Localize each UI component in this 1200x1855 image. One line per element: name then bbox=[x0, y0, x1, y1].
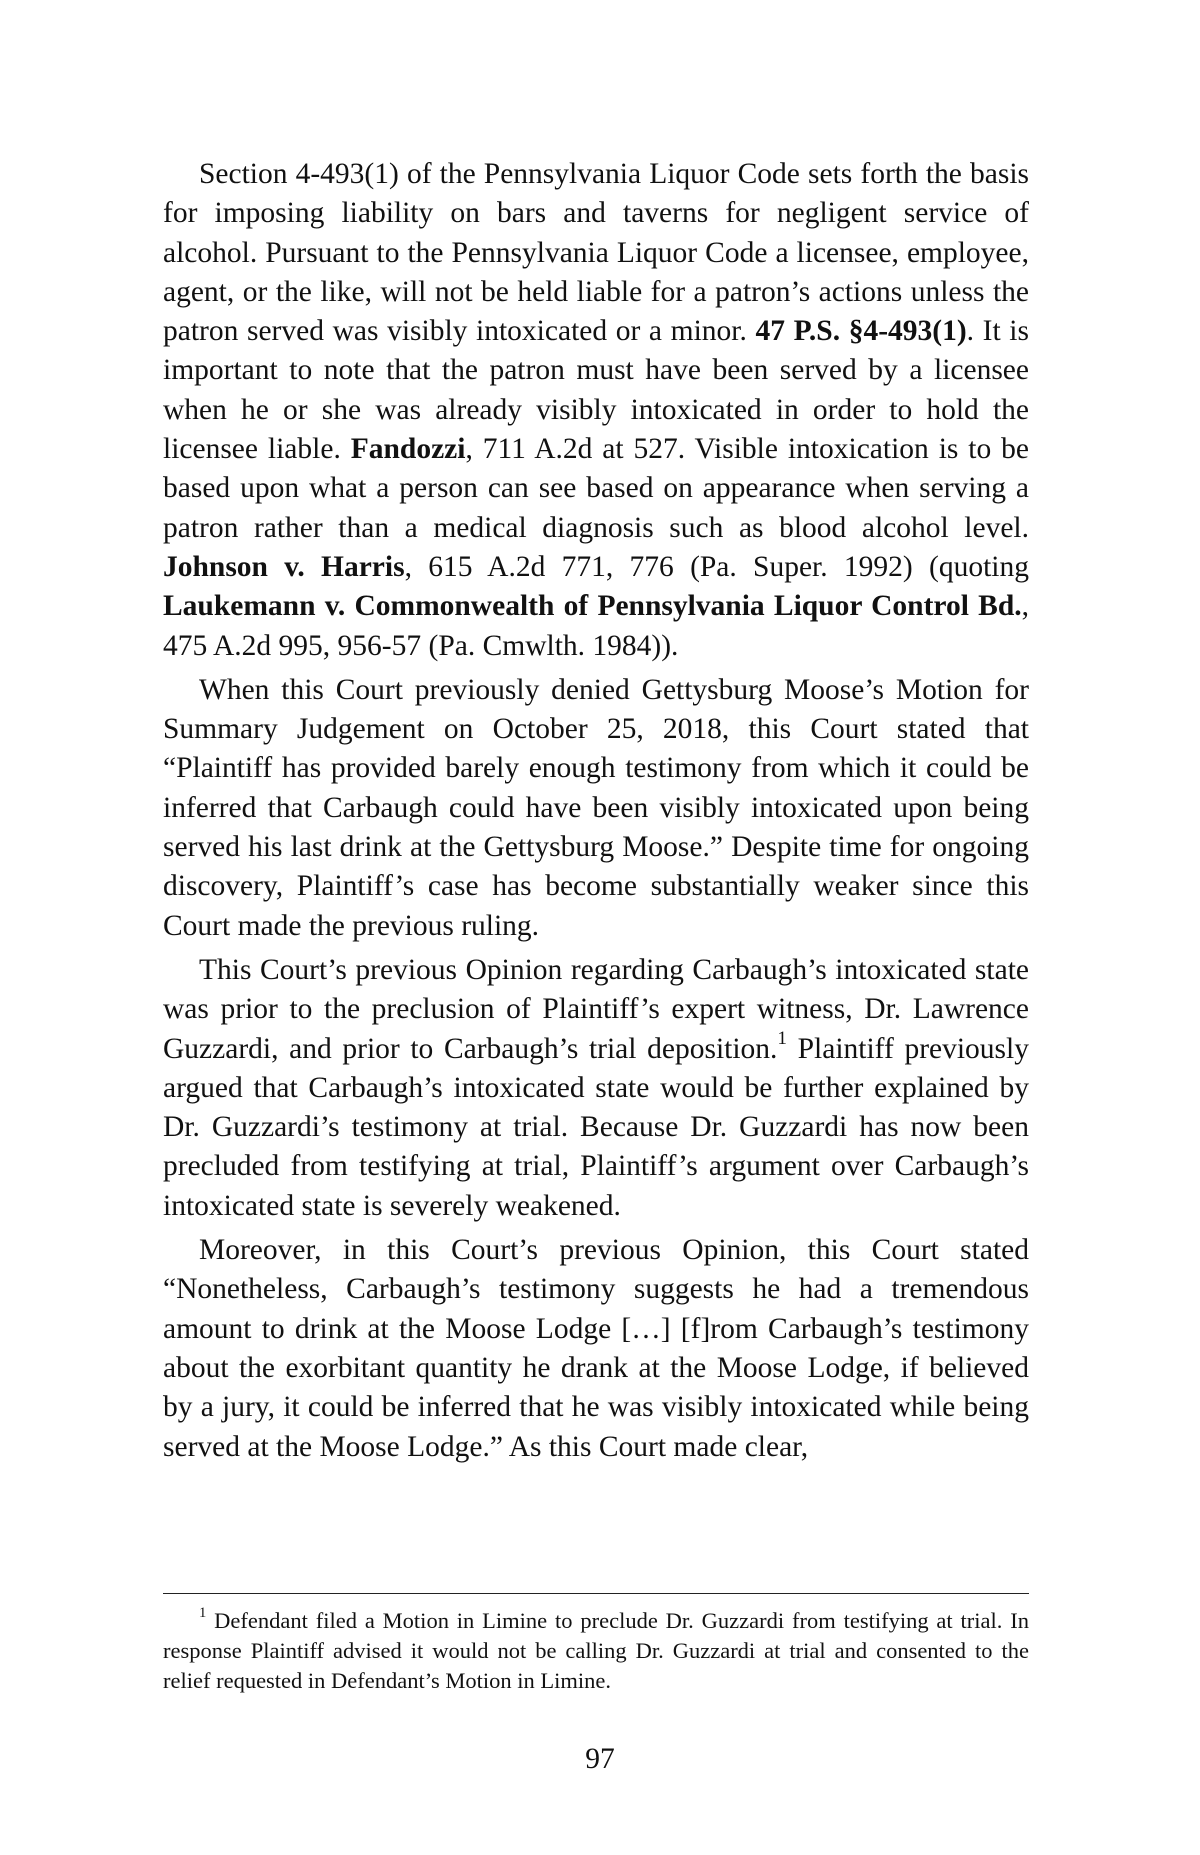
footnote-text: Defendant filed a Motion in Limine to preclude Dr. Guzzardi from testifying at trial. In response Plaintiff advised it would not be calling Dr. Guzzardi at trial and consented to the relief requested in Defendant’s Motion in Limine. bbox=[163, 1608, 1029, 1693]
citation-case-laukemann: Laukemann v. Commonwealth of Pennsylvania Liquor Control Bd. bbox=[163, 590, 1022, 623]
paragraph-expert-preclusion bbox=[163, 951, 1029, 1226]
page-number: 97 bbox=[585, 1743, 615, 1775]
paragraph-previous-ruling: When this Court previously denied Gettysburg Moose’s Motion for Summary Judgement on October 25, 2018, this Court stated that “Plaintiff has provided barely enough testimony from which it could be inferred that Carbaugh could have been visibly intoxicated upon being served his last drink at the Gettysburg Moose.” Despite time for ongoing discovery, Plaintiff’s case has become substantially weaker since this Court made the previous ruling. bbox=[163, 673, 1029, 942]
paragraph-liquor-code-liability bbox=[163, 155, 1029, 666]
footnote-marker: 1 bbox=[199, 1605, 207, 1622]
citation-case-fandozzi: Fandozzi bbox=[350, 433, 466, 466]
text: , 615 A.2d 771, 776 (Pa. Super. 1992) (quoting bbox=[404, 550, 1029, 583]
citation-case-johnson: Johnson v. Harris bbox=[163, 550, 405, 583]
text: , 475 A.2d 995, 956-57 (Pa. Cmwlth. 1984)). bbox=[163, 590, 1029, 662]
footnote-divider bbox=[163, 1593, 1029, 1594]
paragraph-carbaugh-testimony: Moreover, in this Court’s previous Opinion, this Court stated “Nonetheless, Carbaugh’s testimony suggests he had a tremendous amount to drink at the Moose Lodge […] [f]rom Carbaugh’s testimony about the exorbitant quantity he drank at the Moose Lodge, if believed by a jury, it could be inferred that he was visibly intoxicated while being served at the Moose Lodge.” As this Court made clear, bbox=[163, 1234, 1029, 1463]
footnote bbox=[163, 1606, 1029, 1696]
text: . It is important to note that the patron must have been served by a licensee when he or she was already visibly intoxicated in order to hold the licensee liable. bbox=[163, 315, 1029, 466]
text: Section 4-493(1) of the Pennsylvania Liquor Code sets forth the basis for imposing liability on bars and taverns for negligent service of alcohol. Pursuant to the Pennsylvania Liquor Code a licensee, employee, agent, or the like, will not be held liable for a patron’s actions unless the patron served was visibly intoxicated or a minor. bbox=[163, 158, 1029, 348]
page-body bbox=[163, 155, 1029, 1472]
text: Plaintiff previously argued that Carbaugh’s intoxicated state would be further explained by Dr. Guzzardi’s testimony at trial. Because Dr. Guzzardi has now been precluded from testifying at trial, Plaintiff’s argument over Carbaugh’s intoxicated state is severely weakened. bbox=[163, 1032, 1029, 1222]
citation-statute: 47 P.S. §4-493(1) bbox=[755, 315, 967, 348]
text: This Court’s previous Opinion regarding Carbaugh’s intoxicated state was prior to the preclusion of Plaintiff’s expert witness, Dr. Lawrence Guzzardi, and prior to Carbaugh’s trial deposition. bbox=[163, 953, 1029, 1065]
text: , 711 A.2d at 527. Visible intoxication is to be based upon what a person can see based on appearance when serving a patron rather than a medical diagnosis such as blood alcohol level. bbox=[163, 433, 1029, 544]
footnote-reference[interactable]: 1 bbox=[777, 1027, 787, 1049]
